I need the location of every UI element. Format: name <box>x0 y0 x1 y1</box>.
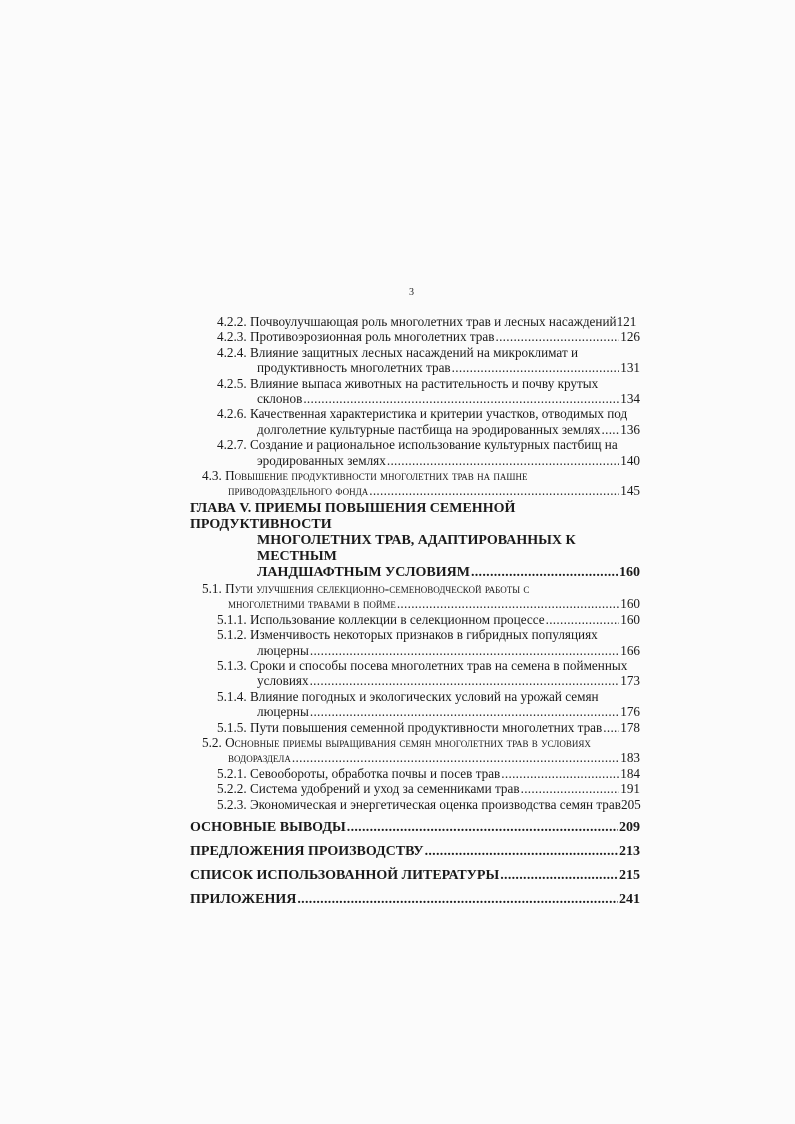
toc-leader <box>521 781 620 796</box>
toc-title: люцерны <box>257 704 309 720</box>
toc-leader <box>310 643 619 658</box>
toc-page: 160 <box>620 596 640 612</box>
toc-title: 5.2.1. Севообороты, обработка почвы и посев трав <box>217 765 501 781</box>
toc-entry-5-1-5 <box>190 720 640 735</box>
toc-leader <box>425 844 618 860</box>
toc-leader <box>310 673 620 688</box>
toc-page: 131 <box>620 360 640 376</box>
toc-leader <box>292 750 619 765</box>
toc-leader <box>369 483 619 498</box>
toc-page: 184 <box>620 765 640 781</box>
toc-title: водораздела <box>228 750 291 766</box>
toc-entry-4-2-5-line1: 4.2.5. Влияние выпаса животных на растительность и почву крутых <box>217 375 599 391</box>
toc-page: 176 <box>620 704 640 720</box>
toc-chapter-5 <box>190 565 640 581</box>
toc-page: 160 <box>619 564 640 580</box>
toc-leader <box>387 453 619 468</box>
toc-entry-4-2-2 <box>190 314 640 329</box>
toc-page: 205 <box>620 796 641 812</box>
toc-entry-5-1-1 <box>190 612 640 627</box>
toc-entry-5-1-2 <box>190 643 640 658</box>
toc-page: 126 <box>620 329 640 345</box>
toc-leader <box>310 704 619 719</box>
toc-entry-4-2-7-line1: 4.2.7. Создание и рациональное использование культурных пастбищ на <box>217 437 618 453</box>
toc-title: долголетние культурные пастбища на эродированных землях <box>257 421 601 437</box>
toc-page: 213 <box>619 843 640 859</box>
toc-page: 121 <box>616 314 637 329</box>
toc-leader <box>471 565 618 581</box>
toc-entry-4-2-4-line1: 4.2.4. Влияние защитных лесных насаждений на микроклимат и <box>217 344 579 360</box>
toc-entry-appendix <box>190 892 640 908</box>
toc-title: 5.1.5. Пути повышения семенной продуктивности многолетних трав <box>217 719 603 735</box>
toc-leader <box>603 720 619 735</box>
toc-title: люцерны <box>257 642 309 658</box>
toc-entry-4-3 <box>190 483 640 498</box>
toc-leader <box>297 892 618 908</box>
toc-title: многолетними травами в пойме <box>228 596 396 612</box>
toc-entry-4-2-5 <box>190 391 640 406</box>
toc-entry-5-1-2-line1: 5.1.2. Изменчивость некоторых признаков в гибридных популяциях <box>217 627 598 643</box>
toc-title: 4.2.3. Противоэрозионная роль многолетних трав <box>217 329 495 345</box>
toc-entry-5-1-3-line1: 5.1.3. Сроки и способы посева многолетних трав на семена в пойменных <box>217 657 628 673</box>
toc-page: 209 <box>619 819 640 835</box>
toc-leader <box>602 422 620 437</box>
toc-entry-5-1-4 <box>190 704 640 719</box>
toc-entry-4-2-7 <box>190 453 640 468</box>
toc-entry-5-1-line1: 5.1. Пути улучшения селекционно-семеноводческой работы с <box>202 580 530 596</box>
toc-page: 136 <box>620 421 640 437</box>
toc-chapter-5-line1: ГЛАВА V. ПРИЕМЫ ПОВЫШЕНИЯ СЕМЕННОЙ ПРОДУКТИВНОСТИ <box>190 500 516 532</box>
toc-page: 178 <box>620 719 640 735</box>
toc-entry-4-2-4 <box>190 360 640 375</box>
toc-title: условиях <box>257 673 309 689</box>
toc-entry-5-2-1 <box>190 766 640 781</box>
toc-chapter-5-line2: МНОГОЛЕТНИХ ТРАВ, АДАПТИРОВАННЫХ К МЕСТНЫМ <box>257 532 576 564</box>
toc-page: 173 <box>620 673 640 689</box>
toc-page: 166 <box>620 642 640 658</box>
toc-title: 5.2.3. Экономическая и энергетическая оценка производства семян трав <box>217 796 621 812</box>
toc-entry-proposals <box>190 844 640 860</box>
toc-title: ОСНОВНЫЕ ВЫВОДЫ <box>190 819 346 835</box>
toc-page: 191 <box>620 781 640 797</box>
toc-title: 5.1.1. Использование коллекции в селекционном процессе <box>217 611 545 627</box>
toc-page: 140 <box>620 452 640 468</box>
toc-entry-5-1-3 <box>190 673 640 688</box>
toc-leader <box>546 612 620 627</box>
toc-page: 134 <box>620 391 640 407</box>
toc-page: 215 <box>619 867 640 883</box>
toc-page: 160 <box>620 611 640 627</box>
table-of-contents <box>190 314 640 908</box>
page-number: 3 <box>409 287 414 298</box>
toc-entry-4-3-line1: 4.3. Повышение продуктивности многолетних трав на пашне <box>202 468 528 484</box>
toc-title: эродированных землях <box>257 452 386 468</box>
toc-entry-conclusions <box>190 820 640 836</box>
toc-page: 145 <box>620 483 640 499</box>
toc-page: 183 <box>620 750 640 766</box>
toc-title: 4.2.2. Почвоулучшающая роль многолетних трав и лесных насаждений <box>217 314 617 329</box>
toc-entry-5-2-2 <box>190 781 640 796</box>
toc-entry-4-2-3 <box>190 329 640 344</box>
toc-entry-5-2-line1: 5.2. Основные приемы выращивания семян многолетних трав в условиях <box>202 734 591 750</box>
toc-title: склонов <box>257 391 303 407</box>
toc-leader <box>500 868 618 884</box>
toc-leader <box>397 596 619 611</box>
toc-entry-5-2 <box>190 750 640 765</box>
toc-entry-4-2-6-line1: 4.2.6. Качественная характеристика и критерии участков, отводимых под <box>217 406 628 422</box>
toc-page: 241 <box>619 891 640 907</box>
toc-leader <box>501 766 619 781</box>
toc-leader <box>303 391 619 406</box>
toc-title: СПИСОК ИСПОЛЬЗОВАННОЙ ЛИТЕРАТУРЫ <box>190 867 500 883</box>
toc-title: ПРИЛОЖЕНИЯ <box>190 891 297 907</box>
toc-title: ПРЕДЛОЖЕНИЯ ПРОИЗВОДСТВУ <box>190 843 424 859</box>
toc-entry-5-2-3 <box>190 797 640 812</box>
toc-entry-4-2-6 <box>190 422 640 437</box>
toc-title: ЛАНДШАФТНЫМ УСЛОВИЯМ <box>257 564 470 580</box>
toc-title: 5.2.2. Система удобрений и уход за семенниками трав <box>217 781 520 797</box>
toc-entry-5-1 <box>190 596 640 611</box>
toc-leader <box>452 360 620 375</box>
toc-leader <box>495 329 619 344</box>
toc-leader <box>347 820 618 836</box>
toc-entry-5-1-4-line1: 5.1.4. Влияние погодных и экологических условий на урожай семян <box>217 688 599 704</box>
toc-entry-references <box>190 868 640 884</box>
toc-title: продуктивность многолетних трав <box>257 360 451 376</box>
toc-title: приводораздельного фонда <box>228 483 369 499</box>
